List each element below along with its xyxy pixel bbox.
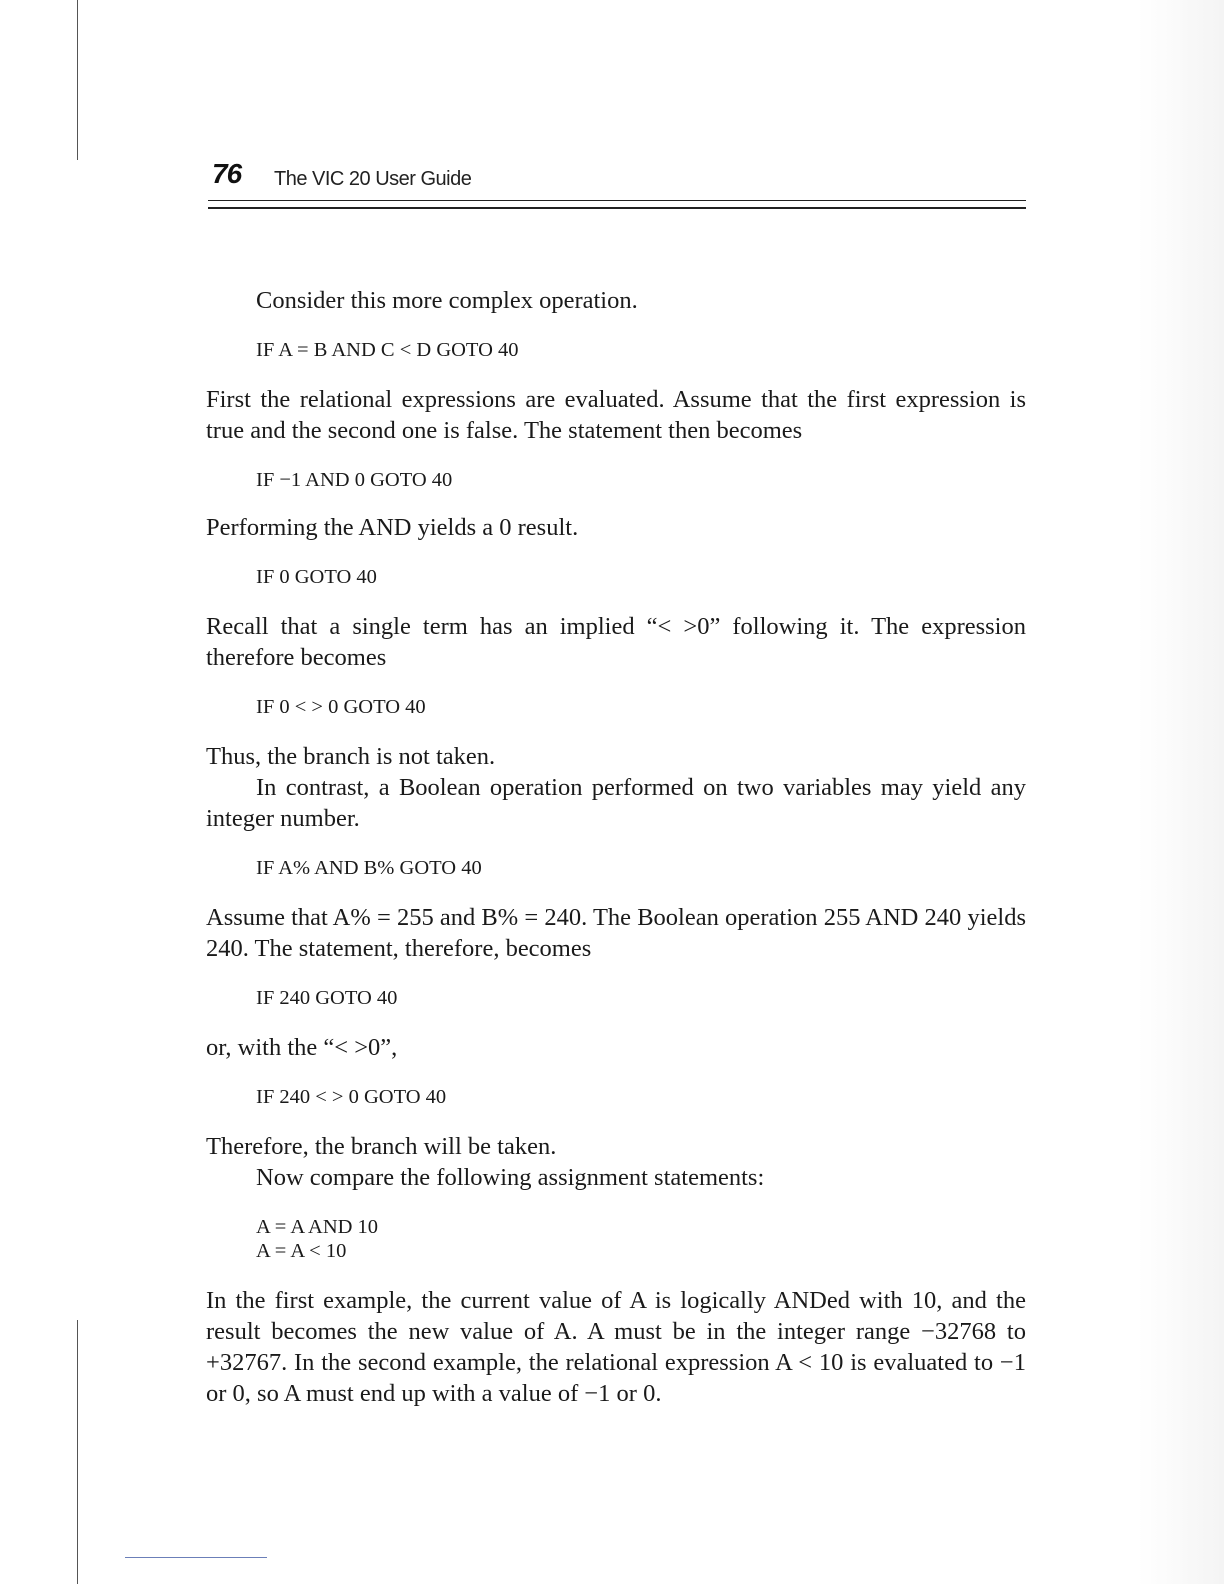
page-body	[206, 285, 1026, 1409]
scan-edge-line	[77, 1320, 78, 1584]
header-rule	[208, 200, 1026, 201]
paragraph: Assume that A% = 255 and B% = 240. The Boolean operation 255 AND 240 yields 240. The statement, therefore, becomes	[206, 904, 1026, 962]
paragraph: In contrast, a Boolean operation performed on two variables may yield any integer number.	[206, 774, 1026, 832]
paragraph: or, with the “< >0”,	[206, 1034, 398, 1061]
page-header	[212, 158, 1026, 198]
code-example	[206, 1215, 1026, 1263]
page-number: 76	[212, 158, 242, 189]
paragraph: First the relational expressions are evaluated. Assume that the first expression is true and the second one is false. The statement then becomes	[206, 386, 1026, 444]
paragraph: Now compare the following assignment statements:	[256, 1164, 765, 1191]
running-title: The VIC 20 User Guide	[274, 168, 472, 190]
paragraph: Thus, the branch is not taken.	[206, 743, 496, 770]
code-example: IF 240 GOTO 40	[256, 987, 398, 1009]
code-example: IF −1 AND 0 GOTO 40	[256, 469, 453, 491]
paragraph: Therefore, the branch will be taken.	[206, 1133, 557, 1160]
paragraph: Recall that a single term has an implied “< >0” following it. The expression therefore becomes	[206, 613, 1026, 671]
code-example: IF A = B AND C < D GOTO 40	[256, 339, 519, 361]
paragraph: Performing the AND yields a 0 result.	[206, 514, 579, 541]
code-line: A = A AND 10	[256, 1216, 379, 1238]
code-example: IF 0 GOTO 40	[256, 566, 377, 588]
page-shadow	[1138, 0, 1224, 1584]
paragraph: Consider this more complex operation.	[256, 287, 638, 314]
paragraph: In the first example, the current value of A is logically ANDed with 10, and the result becomes the new value of A. A must be in the integer range −32768 to +32767. In the second example, the relational expression A < 10 is evaluated to −1 or 0, so A must end up with a value of −1 or 0.	[206, 1287, 1026, 1407]
scan-edge-line	[77, 0, 78, 160]
code-line: A = A < 10	[256, 1240, 347, 1262]
scan-edge-line	[125, 1557, 267, 1558]
code-example: IF A% AND B% GOTO 40	[256, 857, 482, 879]
code-example: IF 0 < > 0 GOTO 40	[256, 696, 426, 718]
header-rule	[208, 207, 1026, 209]
code-example: IF 240 < > 0 GOTO 40	[256, 1086, 447, 1108]
